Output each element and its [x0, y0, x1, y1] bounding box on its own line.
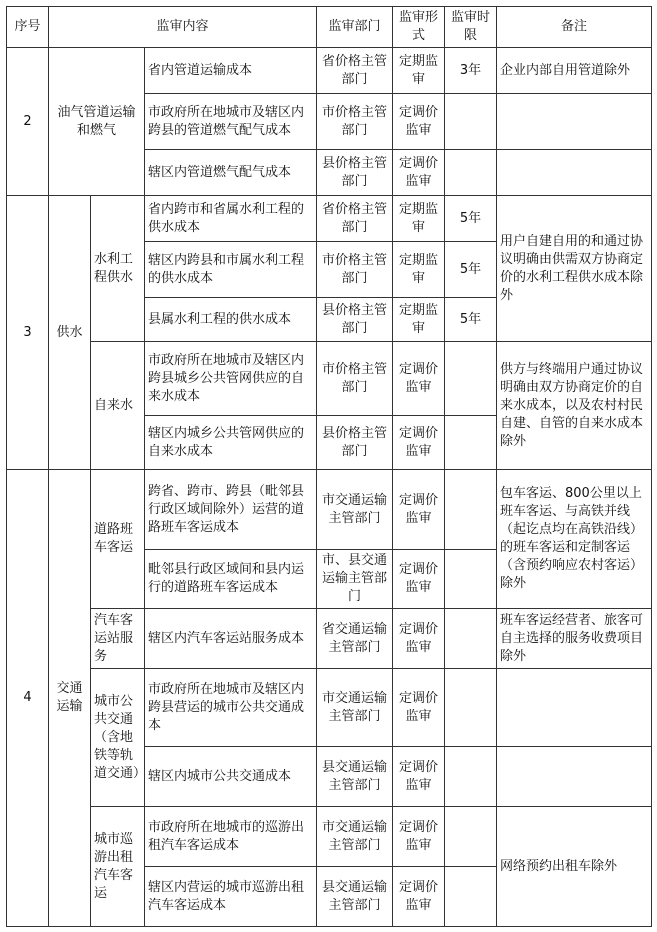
item-cell: 辖区内城乡公共管网供应的自来水成本 [145, 416, 317, 470]
item-cell: 市政府所在地城市及辖区内跨县城乡公共管网供应的自来水成本 [145, 342, 317, 416]
item-cell: 辖区内汽车客运站服务成本 [145, 609, 317, 669]
note-cell [497, 669, 652, 747]
table-row [7, 807, 652, 867]
seq-cell: 4 [7, 470, 49, 927]
header-content: 监审内容 [49, 7, 317, 48]
note-cell [497, 747, 652, 807]
header-seq: 序号 [7, 7, 49, 48]
form-cell: 定调价监审 [393, 416, 445, 470]
header-period: 监审时限 [445, 7, 497, 48]
subcategory-cell: 汽车客运站服务 [91, 609, 145, 669]
period-cell: 3年 [445, 48, 497, 94]
dept-cell: 县价格主管部门 [317, 150, 393, 196]
dept-cell: 省价格主管部门 [317, 48, 393, 94]
item-cell: 辖区内管道燃气配气成本 [145, 150, 317, 196]
period-cell [445, 470, 497, 550]
note-cell: 包车客运、800公里以上班车客运、与高铁并线（起讫点均在高铁沿线）的班车客运和定制客运（含预约响应农村客运）除外 [497, 470, 652, 609]
period-cell [445, 342, 497, 416]
period-cell: 5年 [445, 298, 497, 342]
form-cell: 定调价监审 [393, 550, 445, 609]
form-cell: 定调价监审 [393, 807, 445, 867]
dept-cell: 县交通运输主管部门 [317, 747, 393, 807]
period-cell [445, 867, 497, 927]
dept-cell: 市价格主管部门 [317, 94, 393, 150]
note-cell [497, 150, 652, 196]
category-cell: 油气管道运输和燃气 [49, 48, 145, 196]
period-cell [445, 669, 497, 747]
form-cell: 定期监审 [393, 196, 445, 242]
period-cell [445, 94, 497, 150]
table-row [7, 470, 652, 550]
item-cell: 辖区内跨县和市属水利工程的供水成本 [145, 242, 317, 298]
header-dept: 监审部门 [317, 7, 393, 48]
audit-table [6, 6, 652, 927]
dept-cell: 市交通运输主管部门 [317, 470, 393, 550]
form-cell: 定调价监审 [393, 470, 445, 550]
note-cell: 供方与终端用户通过协议明确由双方协商定价的自来水成本，以及农村村民自建、自管的自来水成本除外 [497, 342, 652, 470]
document-page [6, 6, 651, 927]
item-cell: 辖区内营运的城市巡游出租汽车客运成本 [145, 867, 317, 927]
item-cell: 市政府所在地城市及辖区内跨县的管道燃气配气成本 [145, 94, 317, 150]
item-cell: 县属水利工程的供水成本 [145, 298, 317, 342]
note-cell: 网络预约出租车除外 [497, 807, 652, 927]
period-cell [445, 807, 497, 867]
table-row [7, 609, 652, 669]
dept-cell: 县交通运输主管部门 [317, 867, 393, 927]
subcategory-cell: 道路班车客运 [91, 470, 145, 609]
subcategory-cell: 水利工程供水 [91, 196, 145, 342]
dept-cell: 市价格主管部门 [317, 342, 393, 416]
item-cell: 市政府所在地城市及辖区内跨县营运的城市公共交通成本 [145, 669, 317, 747]
form-cell: 定调价监审 [393, 94, 445, 150]
dept-cell: 县价格主管部门 [317, 298, 393, 342]
form-cell: 定调价监审 [393, 867, 445, 927]
table-row [7, 669, 652, 747]
period-cell [445, 550, 497, 609]
note-cell: 企业内部自用管道除外 [497, 48, 652, 94]
note-cell: 班车客运经营者、旅客可自主选择的服务收费项目除外 [497, 609, 652, 669]
item-cell: 辖区内城市公共交通成本 [145, 747, 317, 807]
period-cell [445, 747, 497, 807]
category-cell: 供水 [49, 196, 91, 470]
subcategory-cell: 自来水 [91, 342, 145, 470]
period-cell: 5年 [445, 242, 497, 298]
form-cell: 定期监审 [393, 48, 445, 94]
seq-cell: 2 [7, 48, 49, 196]
form-cell: 定调价监审 [393, 669, 445, 747]
table-row [7, 48, 652, 94]
period-cell [445, 609, 497, 669]
form-cell: 定调价监审 [393, 747, 445, 807]
header-note: 备注 [497, 7, 652, 48]
dept-cell: 市价格主管部门 [317, 242, 393, 298]
header-form: 监审形式 [393, 7, 445, 48]
subcategory-cell: 城市巡游出租汽车客运 [91, 807, 145, 927]
period-cell [445, 416, 497, 470]
dept-cell: 市交通运输主管部门 [317, 807, 393, 867]
subcategory-cell: 城市公共交通（含地铁等轨道交通） [91, 669, 145, 807]
note-cell: 用户自建自用的和通过协议明确由供需双方协商定价的水利工程供水成本除外 [497, 196, 652, 342]
item-cell: 省内管道运输成本 [145, 48, 317, 94]
seq-cell: 3 [7, 196, 49, 470]
table-row [7, 196, 652, 242]
category-cell: 交通运输 [49, 470, 91, 927]
note-cell [497, 94, 652, 150]
period-cell: 5年 [445, 196, 497, 242]
item-cell: 省内跨市和省属水利工程的供水成本 [145, 196, 317, 242]
dept-cell: 县价格主管部门 [317, 416, 393, 470]
item-cell: 市政府所在地城市的巡游出租汽车客运成本 [145, 807, 317, 867]
dept-cell: 省价格主管部门 [317, 196, 393, 242]
form-cell: 定调价监审 [393, 150, 445, 196]
dept-cell: 省交通运输主管部门 [317, 609, 393, 669]
period-cell [445, 150, 497, 196]
dept-cell: 市交通运输主管部门 [317, 669, 393, 747]
form-cell: 定调价监审 [393, 342, 445, 416]
form-cell: 定调价监审 [393, 609, 445, 669]
form-cell: 定期监审 [393, 298, 445, 342]
dept-cell: 市、县交通运输主管部门 [317, 550, 393, 609]
item-cell: 跨省、跨市、跨县（毗邻县行政区域间除外）运营的道路班车客运成本 [145, 470, 317, 550]
item-cell: 毗邻县行政区域间和县内运行的道路班车客运成本 [145, 550, 317, 609]
form-cell: 定期监审 [393, 242, 445, 298]
table-header-row [7, 7, 652, 48]
table-row [7, 342, 652, 416]
